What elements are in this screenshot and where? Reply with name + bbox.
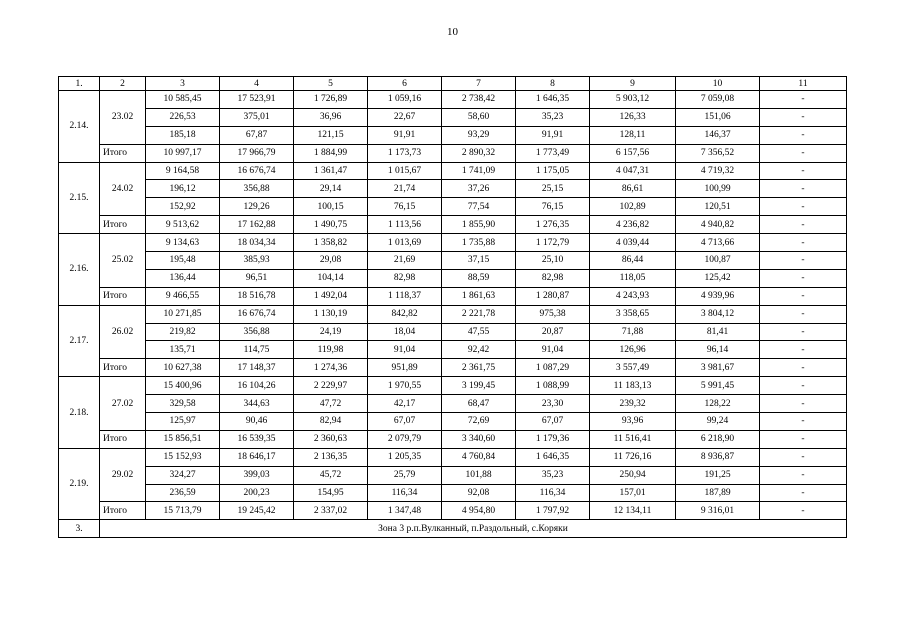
total-cell: 1 884,99 bbox=[294, 144, 368, 162]
table-cell: 119,98 bbox=[294, 341, 368, 359]
total-cell: 18 516,78 bbox=[220, 287, 294, 305]
column-header: 9 bbox=[590, 77, 676, 91]
column-header: 4 bbox=[220, 77, 294, 91]
column-header: 1. bbox=[59, 77, 100, 91]
header-row bbox=[59, 77, 847, 91]
total-cell: 3 557,49 bbox=[590, 359, 676, 377]
table-cell: 125,97 bbox=[146, 413, 220, 431]
table-cell: 91,04 bbox=[516, 341, 590, 359]
column-header: 3 bbox=[146, 77, 220, 91]
table-cell: 25,10 bbox=[516, 252, 590, 270]
table-cell: 96,51 bbox=[220, 269, 294, 287]
table-cell: - bbox=[760, 234, 847, 252]
total-cell: - bbox=[760, 216, 847, 234]
table-cell: 200,23 bbox=[220, 484, 294, 502]
table-cell: 71,88 bbox=[590, 323, 676, 341]
table-cell: - bbox=[760, 91, 847, 109]
table-cell: 1 970,55 bbox=[368, 377, 442, 395]
total-cell: - bbox=[760, 359, 847, 377]
item-number: 2.17. bbox=[59, 305, 100, 377]
total-cell: 1 118,37 bbox=[368, 287, 442, 305]
table-cell: 67,07 bbox=[368, 413, 442, 431]
table-cell: 126,96 bbox=[590, 341, 676, 359]
total-cell: 1 797,92 bbox=[516, 502, 590, 520]
column-header: 5 bbox=[294, 77, 368, 91]
table-cell: 329,58 bbox=[146, 395, 220, 413]
table-cell: 100,87 bbox=[676, 252, 760, 270]
table-cell: 1 172,79 bbox=[516, 234, 590, 252]
table-cell: 356,88 bbox=[220, 180, 294, 198]
total-cell: 10 997,17 bbox=[146, 144, 220, 162]
table-cell: 15 152,93 bbox=[146, 448, 220, 466]
table-cell: 82,94 bbox=[294, 413, 368, 431]
total-label: Итого bbox=[100, 502, 146, 520]
total-cell: 2 361,75 bbox=[442, 359, 516, 377]
table-cell: 29,14 bbox=[294, 180, 368, 198]
table-cell: 4 039,44 bbox=[590, 234, 676, 252]
table-cell: 375,01 bbox=[220, 108, 294, 126]
table-cell: 116,34 bbox=[516, 484, 590, 502]
table-cell: 21,74 bbox=[368, 180, 442, 198]
table-row bbox=[59, 269, 847, 287]
page-number: 10 bbox=[447, 26, 458, 38]
total-cell: 2 890,32 bbox=[442, 144, 516, 162]
total-cell: 1 274,36 bbox=[294, 359, 368, 377]
table-cell: - bbox=[760, 377, 847, 395]
item-number: 2.16. bbox=[59, 234, 100, 306]
table-row bbox=[59, 413, 847, 431]
table-cell: 1 130,19 bbox=[294, 305, 368, 323]
table-cell: 1 361,47 bbox=[294, 162, 368, 180]
item-number: 2.15. bbox=[59, 162, 100, 234]
table-cell: 3 199,45 bbox=[442, 377, 516, 395]
table-cell: 385,93 bbox=[220, 252, 294, 270]
table-row bbox=[59, 395, 847, 413]
table-cell: 90,46 bbox=[220, 413, 294, 431]
table-cell: 136,44 bbox=[146, 269, 220, 287]
table-cell: 226,53 bbox=[146, 108, 220, 126]
table-cell: 154,95 bbox=[294, 484, 368, 502]
table-cell: 68,47 bbox=[442, 395, 516, 413]
table-cell: 16 104,26 bbox=[220, 377, 294, 395]
table-cell: 1 059,16 bbox=[368, 91, 442, 109]
table-cell: 116,34 bbox=[368, 484, 442, 502]
total-cell: 19 245,42 bbox=[220, 502, 294, 520]
table-cell: 1 205,35 bbox=[368, 448, 442, 466]
total-cell: - bbox=[760, 430, 847, 448]
table-cell: 92,08 bbox=[442, 484, 516, 502]
table-cell: 125,42 bbox=[676, 269, 760, 287]
column-header: 8 bbox=[516, 77, 590, 91]
item-code: 26.02 bbox=[100, 305, 146, 359]
total-cell: 4 954,80 bbox=[442, 502, 516, 520]
table-cell: 102,89 bbox=[590, 198, 676, 216]
total-cell: - bbox=[760, 144, 847, 162]
table-cell: - bbox=[760, 269, 847, 287]
total-cell: 15 856,51 bbox=[146, 430, 220, 448]
table-cell: 975,38 bbox=[516, 305, 590, 323]
table-row bbox=[59, 180, 847, 198]
total-cell: 1 492,04 bbox=[294, 287, 368, 305]
total-cell: 17 162,88 bbox=[220, 216, 294, 234]
table-cell: 91,04 bbox=[368, 341, 442, 359]
table-cell: 1 013,69 bbox=[368, 234, 442, 252]
table-cell: 2 221,78 bbox=[442, 305, 516, 323]
total-cell: 1 773,49 bbox=[516, 144, 590, 162]
total-cell: 1 490,75 bbox=[294, 216, 368, 234]
table-cell: 24,19 bbox=[294, 323, 368, 341]
item-number: 2.19. bbox=[59, 448, 100, 520]
table-row bbox=[59, 484, 847, 502]
table-cell: 17 523,91 bbox=[220, 91, 294, 109]
table-cell: 11 183,13 bbox=[590, 377, 676, 395]
table-cell: 236,59 bbox=[146, 484, 220, 502]
total-cell: 1 173,73 bbox=[368, 144, 442, 162]
table-row bbox=[59, 234, 847, 252]
table-cell: 126,33 bbox=[590, 108, 676, 126]
table-cell: 82,98 bbox=[368, 269, 442, 287]
table-cell: 7 059,08 bbox=[676, 91, 760, 109]
table-cell: 151,06 bbox=[676, 108, 760, 126]
table-cell: 1 735,88 bbox=[442, 234, 516, 252]
table-cell: 76,15 bbox=[516, 198, 590, 216]
total-label: Итого bbox=[100, 144, 146, 162]
table-row bbox=[59, 126, 847, 144]
total-cell: 9 513,62 bbox=[146, 216, 220, 234]
table-cell: 76,15 bbox=[368, 198, 442, 216]
total-cell: 1 347,48 bbox=[368, 502, 442, 520]
table-cell: 1 175,05 bbox=[516, 162, 590, 180]
table-cell: 45,72 bbox=[294, 466, 368, 484]
table-cell: - bbox=[760, 395, 847, 413]
item-number: 2.18. bbox=[59, 377, 100, 449]
table-cell: 37,15 bbox=[442, 252, 516, 270]
table-cell: 10 585,45 bbox=[146, 91, 220, 109]
item-code: 25.02 bbox=[100, 234, 146, 288]
table-cell: 1 646,35 bbox=[516, 91, 590, 109]
table-cell: 93,29 bbox=[442, 126, 516, 144]
table-cell: 47,72 bbox=[294, 395, 368, 413]
table-cell: 1 015,67 bbox=[368, 162, 442, 180]
table-cell: 72,69 bbox=[442, 413, 516, 431]
table-cell: 8 936,87 bbox=[676, 448, 760, 466]
table-cell: 101,88 bbox=[442, 466, 516, 484]
total-label: Итого bbox=[100, 430, 146, 448]
table-cell: 77,54 bbox=[442, 198, 516, 216]
total-cell: 2 079,79 bbox=[368, 430, 442, 448]
table-cell: 88,59 bbox=[442, 269, 516, 287]
column-header: 10 bbox=[676, 77, 760, 91]
table-cell: - bbox=[760, 466, 847, 484]
table-cell: 11 726,16 bbox=[590, 448, 676, 466]
table-cell: - bbox=[760, 180, 847, 198]
table-cell: 58,60 bbox=[442, 108, 516, 126]
total-cell: 10 627,38 bbox=[146, 359, 220, 377]
table-cell: 35,23 bbox=[516, 466, 590, 484]
table-cell: 128,22 bbox=[676, 395, 760, 413]
table-cell: 4 047,31 bbox=[590, 162, 676, 180]
table-cell: - bbox=[760, 162, 847, 180]
zone-row bbox=[59, 520, 847, 538]
total-cell: 6 218,90 bbox=[676, 430, 760, 448]
table-cell: 42,17 bbox=[368, 395, 442, 413]
table-row bbox=[59, 341, 847, 359]
total-cell: 15 713,79 bbox=[146, 502, 220, 520]
table-cell: 92,42 bbox=[442, 341, 516, 359]
table-cell: 35,23 bbox=[516, 108, 590, 126]
table-row bbox=[59, 252, 847, 270]
table-cell: 47,55 bbox=[442, 323, 516, 341]
item-code: 29.02 bbox=[100, 448, 146, 502]
table-cell: 37,26 bbox=[442, 180, 516, 198]
table-row bbox=[59, 323, 847, 341]
table-cell: 23,30 bbox=[516, 395, 590, 413]
total-row bbox=[59, 144, 847, 162]
table-cell: 18 646,17 bbox=[220, 448, 294, 466]
table-cell: 67,87 bbox=[220, 126, 294, 144]
table-cell: 91,91 bbox=[516, 126, 590, 144]
total-cell: 12 134,11 bbox=[590, 502, 676, 520]
table-cell: 82,98 bbox=[516, 269, 590, 287]
total-cell: 3 981,67 bbox=[676, 359, 760, 377]
table-cell: 25,15 bbox=[516, 180, 590, 198]
total-cell: 2 360,63 bbox=[294, 430, 368, 448]
table-cell: - bbox=[760, 126, 847, 144]
table-row bbox=[59, 108, 847, 126]
table-cell: 1 646,35 bbox=[516, 448, 590, 466]
total-cell: - bbox=[760, 502, 847, 520]
total-cell: 11 516,41 bbox=[590, 430, 676, 448]
table-cell: 20,87 bbox=[516, 323, 590, 341]
column-header: 11 bbox=[760, 77, 847, 91]
table-cell: 9 134,63 bbox=[146, 234, 220, 252]
table-cell: - bbox=[760, 323, 847, 341]
table-cell: 114,75 bbox=[220, 341, 294, 359]
total-cell: 1 179,36 bbox=[516, 430, 590, 448]
total-row bbox=[59, 430, 847, 448]
table-cell: 344,63 bbox=[220, 395, 294, 413]
table-cell: 842,82 bbox=[368, 305, 442, 323]
table-cell: 219,82 bbox=[146, 323, 220, 341]
table-cell: 1 741,09 bbox=[442, 162, 516, 180]
total-cell: 951,89 bbox=[368, 359, 442, 377]
table-cell: 1 726,89 bbox=[294, 91, 368, 109]
column-header: 7 bbox=[442, 77, 516, 91]
table-cell: 191,25 bbox=[676, 466, 760, 484]
table-cell: 187,89 bbox=[676, 484, 760, 502]
table-cell: 4 760,84 bbox=[442, 448, 516, 466]
table-cell: 129,26 bbox=[220, 198, 294, 216]
table-cell: 96,14 bbox=[676, 341, 760, 359]
table-cell: 25,79 bbox=[368, 466, 442, 484]
table-cell: - bbox=[760, 413, 847, 431]
total-cell: 1 861,63 bbox=[442, 287, 516, 305]
table-cell: - bbox=[760, 484, 847, 502]
table-cell: 3 804,12 bbox=[676, 305, 760, 323]
table-cell: 2 229,97 bbox=[294, 377, 368, 395]
table-cell: 99,24 bbox=[676, 413, 760, 431]
total-cell: 17 966,79 bbox=[220, 144, 294, 162]
item-number: 3. bbox=[59, 520, 100, 538]
table-cell: 120,51 bbox=[676, 198, 760, 216]
total-cell: 17 148,37 bbox=[220, 359, 294, 377]
table-cell: 152,92 bbox=[146, 198, 220, 216]
table-cell: 36,96 bbox=[294, 108, 368, 126]
table-row bbox=[59, 466, 847, 484]
total-cell: 4 236,82 bbox=[590, 216, 676, 234]
total-row bbox=[59, 216, 847, 234]
table-cell: 4 719,32 bbox=[676, 162, 760, 180]
table-cell: 18 034,34 bbox=[220, 234, 294, 252]
table-cell: - bbox=[760, 198, 847, 216]
table-cell: - bbox=[760, 448, 847, 466]
table-row bbox=[59, 305, 847, 323]
table-row bbox=[59, 198, 847, 216]
column-header: 2 bbox=[100, 77, 146, 91]
table-cell: 195,48 bbox=[146, 252, 220, 270]
total-row bbox=[59, 287, 847, 305]
zone-title: Зона 3 р.п.Вулканный, п.Раздольный, с.Коряки bbox=[100, 520, 847, 538]
item-code: 24.02 bbox=[100, 162, 146, 216]
table-cell: 399,03 bbox=[220, 466, 294, 484]
table-cell: 356,88 bbox=[220, 323, 294, 341]
table-cell: 86,44 bbox=[590, 252, 676, 270]
table-cell: 135,71 bbox=[146, 341, 220, 359]
table-cell: 239,32 bbox=[590, 395, 676, 413]
table-cell: 3 358,65 bbox=[590, 305, 676, 323]
table-cell: 22,67 bbox=[368, 108, 442, 126]
table-cell: 1 358,82 bbox=[294, 234, 368, 252]
total-label: Итого bbox=[100, 359, 146, 377]
column-header: 6 bbox=[368, 77, 442, 91]
table-cell: 91,91 bbox=[368, 126, 442, 144]
total-label: Итого bbox=[100, 287, 146, 305]
table-cell: 104,14 bbox=[294, 269, 368, 287]
table-cell: 157,01 bbox=[590, 484, 676, 502]
total-cell: 3 340,60 bbox=[442, 430, 516, 448]
table-cell: 250,94 bbox=[590, 466, 676, 484]
total-cell: 9 466,55 bbox=[146, 287, 220, 305]
total-label: Итого bbox=[100, 216, 146, 234]
table-cell: 16 676,74 bbox=[220, 162, 294, 180]
total-row bbox=[59, 502, 847, 520]
table-cell: 81,41 bbox=[676, 323, 760, 341]
table-row bbox=[59, 448, 847, 466]
item-code: 27.02 bbox=[100, 377, 146, 431]
table-cell: 2 136,35 bbox=[294, 448, 368, 466]
total-cell: 1 087,29 bbox=[516, 359, 590, 377]
table-cell: 100,15 bbox=[294, 198, 368, 216]
table-cell: 10 271,85 bbox=[146, 305, 220, 323]
table-cell: 1 088,99 bbox=[516, 377, 590, 395]
table-cell: - bbox=[760, 341, 847, 359]
table-cell: 100,99 bbox=[676, 180, 760, 198]
total-cell: 16 539,35 bbox=[220, 430, 294, 448]
total-row bbox=[59, 359, 847, 377]
total-cell: 1 855,90 bbox=[442, 216, 516, 234]
table-row bbox=[59, 91, 847, 109]
table-cell: 93,96 bbox=[590, 413, 676, 431]
tariff-table bbox=[58, 76, 847, 538]
total-cell: 7 356,52 bbox=[676, 144, 760, 162]
total-cell: 4 939,96 bbox=[676, 287, 760, 305]
total-cell: - bbox=[760, 287, 847, 305]
table-cell: 146,37 bbox=[676, 126, 760, 144]
total-cell: 9 316,01 bbox=[676, 502, 760, 520]
table-cell: 196,12 bbox=[146, 180, 220, 198]
table-cell: 29,08 bbox=[294, 252, 368, 270]
table-cell: 9 164,58 bbox=[146, 162, 220, 180]
table-cell: 118,05 bbox=[590, 269, 676, 287]
table-cell: 324,27 bbox=[146, 466, 220, 484]
table-cell: 21,69 bbox=[368, 252, 442, 270]
table-cell: - bbox=[760, 252, 847, 270]
total-cell: 1 280,87 bbox=[516, 287, 590, 305]
table-cell: 18,04 bbox=[368, 323, 442, 341]
table-cell: 185,18 bbox=[146, 126, 220, 144]
table-cell: 67,07 bbox=[516, 413, 590, 431]
table-cell: - bbox=[760, 108, 847, 126]
table-cell: 128,11 bbox=[590, 126, 676, 144]
total-cell: 2 337,02 bbox=[294, 502, 368, 520]
table-cell: 121,15 bbox=[294, 126, 368, 144]
table-cell: 15 400,96 bbox=[146, 377, 220, 395]
total-cell: 1 276,35 bbox=[516, 216, 590, 234]
item-number: 2.14. bbox=[59, 91, 100, 163]
item-code: 23.02 bbox=[100, 91, 146, 145]
table-cell: 16 676,74 bbox=[220, 305, 294, 323]
table-cell: 4 713,66 bbox=[676, 234, 760, 252]
table-cell: 5 991,45 bbox=[676, 377, 760, 395]
table-cell: 2 738,42 bbox=[442, 91, 516, 109]
table-row bbox=[59, 377, 847, 395]
total-cell: 6 157,56 bbox=[590, 144, 676, 162]
table-row bbox=[59, 162, 847, 180]
total-cell: 4 940,82 bbox=[676, 216, 760, 234]
table-cell: 86,61 bbox=[590, 180, 676, 198]
table-cell: - bbox=[760, 305, 847, 323]
total-cell: 1 113,56 bbox=[368, 216, 442, 234]
total-cell: 4 243,93 bbox=[590, 287, 676, 305]
table-cell: 5 903,12 bbox=[590, 91, 676, 109]
